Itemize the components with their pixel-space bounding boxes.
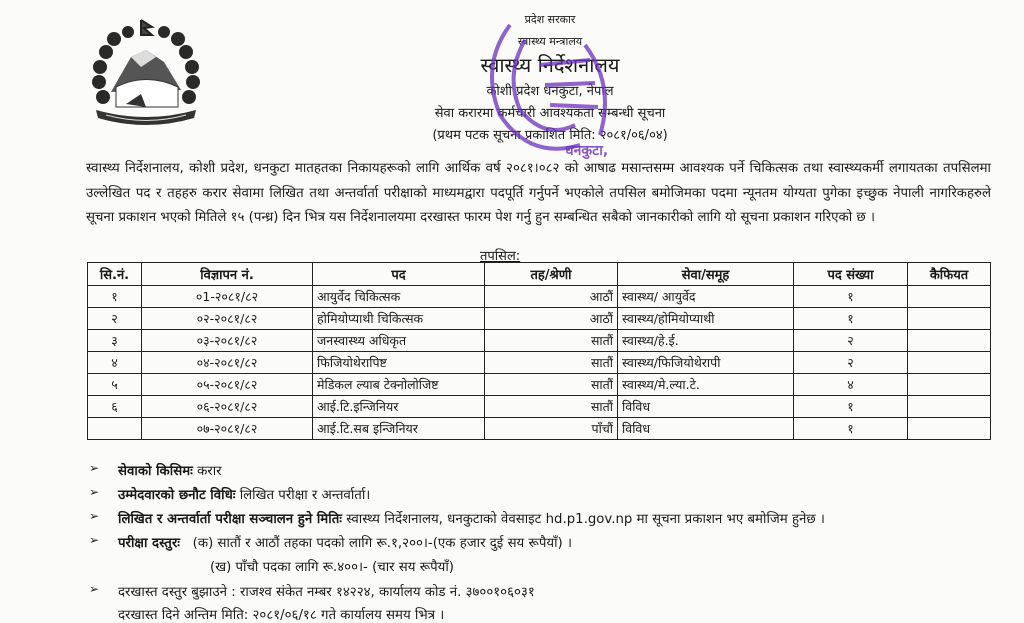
arrow-bullet-icon: ➢ — [89, 461, 100, 475]
arrow-bullet-icon: ➢ — [89, 509, 100, 523]
cell-level: सातौं — [485, 352, 618, 374]
col-header-ad-no: विज्ञापन नं. — [142, 263, 313, 286]
cell-level: सातौं — [485, 396, 618, 418]
stamp-text: धनकुटा, — [565, 143, 609, 159]
cell-ad-no: ०६-२०८१/८२ — [142, 396, 313, 418]
header-line-ministry: स्वास्थ्य मन्त्रालय — [517, 35, 583, 48]
table-row — [88, 418, 991, 440]
cell-sn: ६ — [88, 396, 142, 418]
cell-sn: ४ — [88, 352, 142, 374]
cell-ad-no: ०७-२०८१/८२ — [142, 418, 313, 440]
table-caption: तपसिल: — [480, 249, 521, 264]
cell-count: २ — [794, 352, 908, 374]
cell-count: १ — [794, 396, 908, 418]
cell-level: आठौं — [485, 286, 618, 308]
cell-count: १ — [794, 418, 908, 440]
cell-post: जनस्वास्थ्य अधिकृत — [313, 330, 485, 352]
selection-label: उम्मेदवारको छनौट विधिः — [118, 488, 236, 503]
cell-level: सातौं — [485, 330, 618, 352]
table-row — [88, 330, 991, 352]
service-type-value: करार — [197, 464, 222, 479]
cell-remarks — [908, 330, 991, 352]
cell-service: स्वास्थ्य/ आयुर्वेद — [618, 286, 794, 308]
cell-sn: ३ — [88, 330, 142, 352]
col-header-level: तह/श्रेणी — [485, 263, 618, 286]
office-address: कोशी प्रदेश धनकुटा, नेपाल — [486, 84, 614, 99]
arrow-bullet-icon: ➢ — [89, 533, 100, 547]
cell-post: मेडिकल ल्याब टेक्नोलोजिष्ट — [313, 374, 485, 396]
table-row — [88, 374, 991, 396]
selection-value: लिखित परीक्षा र अन्तर्वार्ता। — [239, 488, 371, 503]
exam-fee-label: परीक्षा दस्तुरः — [118, 536, 180, 551]
cell-remarks — [908, 418, 991, 440]
table-row — [88, 286, 991, 308]
cell-remarks — [908, 374, 991, 396]
cell-ad-no: ०२-२०८१/८२ — [142, 308, 313, 330]
table-row — [88, 396, 991, 418]
exam-fee-b: (ख) पाँचौ पदका लागि रू.४००।- (चार सय रूपैयाँ) — [210, 560, 454, 575]
exam-fee-a: (क) सातौं र आठौं तहका पदको लागि रू.१,२००।-(एक हजार दुई सय रूपैयाँ) । — [192, 536, 572, 551]
cell-remarks — [908, 352, 991, 374]
cell-post: आई.टि.सब इन्जिनियर — [313, 418, 485, 440]
cell-post: आई.टि.इन्जिनियर — [313, 396, 485, 418]
exam-date-label: लिखित र अन्तर्वार्ता परीक्षा सञ्चालन हुने मितिः — [118, 512, 342, 527]
col-header-service: सेवा/समूह — [618, 263, 794, 286]
col-header-post: पद — [313, 263, 485, 286]
cell-remarks — [908, 286, 991, 308]
cell-ad-no: ०५-२०८१/८२ — [142, 374, 313, 396]
cell-post: फिजियोथेरापिष्ट — [313, 352, 485, 374]
cell-ad-no: ०1-२०८१/८२ — [142, 286, 313, 308]
cell-count: ४ — [794, 374, 908, 396]
cell-ad-no: ०४-२०८१/८२ — [142, 352, 313, 374]
table-header-row — [88, 263, 991, 286]
vacancy-table — [87, 262, 991, 440]
notice-title: सेवा करारमा कर्मचारी आवश्यकता सम्बन्धी सूचना — [434, 106, 666, 121]
cell-remarks — [908, 308, 991, 330]
cell-sn — [88, 418, 142, 440]
cell-service: स्वास्थ्य/फिजियोथेरापी — [618, 352, 794, 374]
col-header-sn: सि.नं. — [88, 263, 142, 286]
cell-service: विविध — [618, 418, 794, 440]
cell-ad-no: ०३-२०८१/८२ — [142, 330, 313, 352]
publish-date: (प्रथम पटक सूचना प्रकाशित मिति: २०८१/०६/०४) — [432, 128, 668, 143]
table-row — [88, 308, 991, 330]
cell-count: १ — [794, 308, 908, 330]
nepal-government-emblem — [86, 12, 206, 137]
cell-service: स्वास्थ्य/हे.ई. — [618, 330, 794, 352]
arrow-bullet-icon: ➢ — [89, 582, 100, 596]
deposit-value: राजश्व संकेत नम्बर १४२२४, कार्यालय कोड नं. ३७००१०६०३१ — [239, 585, 535, 600]
cell-post: होमियोप्याथी चिकित्सक — [313, 308, 485, 330]
deadline-text: दरखास्त दिने अन्तिम मिति: २०८१/०६/१८ गते कार्यालय समय भित्र । — [118, 608, 445, 623]
table-row — [88, 352, 991, 374]
cell-level: पाँचौं — [485, 418, 618, 440]
cell-sn: ५ — [88, 374, 142, 396]
list-item-deadline-partial — [118, 605, 444, 623]
deposit-label: दरखास्त दस्तुर बुझाउने : — [118, 585, 236, 600]
cell-service: विविध — [618, 396, 794, 418]
header-line-provincial-government: प्रदेश सरकार — [524, 13, 576, 26]
cell-count: १ — [794, 286, 908, 308]
cell-service: स्वास्थ्य/मे.ल्या.टे. — [618, 374, 794, 396]
office-title: स्वास्थ्य निर्देशनालय — [480, 53, 620, 77]
cell-service: स्वास्थ्य/होमियोप्याथी — [618, 308, 794, 330]
col-header-count: पद संख्या — [794, 263, 908, 286]
cell-level: आठौं — [485, 308, 618, 330]
cell-remarks — [908, 396, 991, 418]
list-item-exam-fee-b — [210, 557, 454, 575]
service-type-label: सेवाको किसिमः — [118, 464, 193, 479]
cell-level: सातौं — [485, 374, 618, 396]
office-stamp — [470, 5, 630, 170]
arrow-bullet-icon: ➢ — [89, 485, 100, 499]
intro-paragraph: स्वास्थ्य निर्देशनालय, कोशी प्रदेश, धनकुटा मातहतका निकायहरूको लागि आर्थिक वर्ष २०८१।०८२ को आषाढ मसान्तसम्म आवश्यक पर्ने चिकित्सक तथा स्वास्थ्यकर्मी लगायतका तपसिलमा उल्लेखित पद र तहहरु करार सेवामा लिखित तथा अन्तर्वार्ता परीक्षाको माध्यमद्वारा पदपूर्ति गर्नुपर्ने भएकोले तपसिल बमोजिमका पदमा न्यूनतम योग्यता पुगेका इच्छुक नेपाली नागरिकहरुले सूचना प्रकाशन भएको मितिले १५ (पन्ध्र) दिन भित्र यस निर्देशनालयमा दरखास्त फारम पेश गर्नु हुन सम्बन्धित सबैको जानकारीको लागि यो सूचना प्रकाशन गरिएको छ । — [86, 161, 991, 225]
cell-sn: १ — [88, 286, 142, 308]
cell-post: आयुर्वेद चिकित्सक — [313, 286, 485, 308]
col-header-remarks: कैफियत — [908, 263, 991, 286]
cell-count: २ — [794, 330, 908, 352]
exam-date-value: स्वास्थ्य निर्देशनालय, धनकुटाको वेवसाइट hd.p1.gov.np मा सूचना प्रकाशन भए बमोजिम हुनेछ । — [346, 512, 825, 527]
cell-sn: २ — [88, 308, 142, 330]
